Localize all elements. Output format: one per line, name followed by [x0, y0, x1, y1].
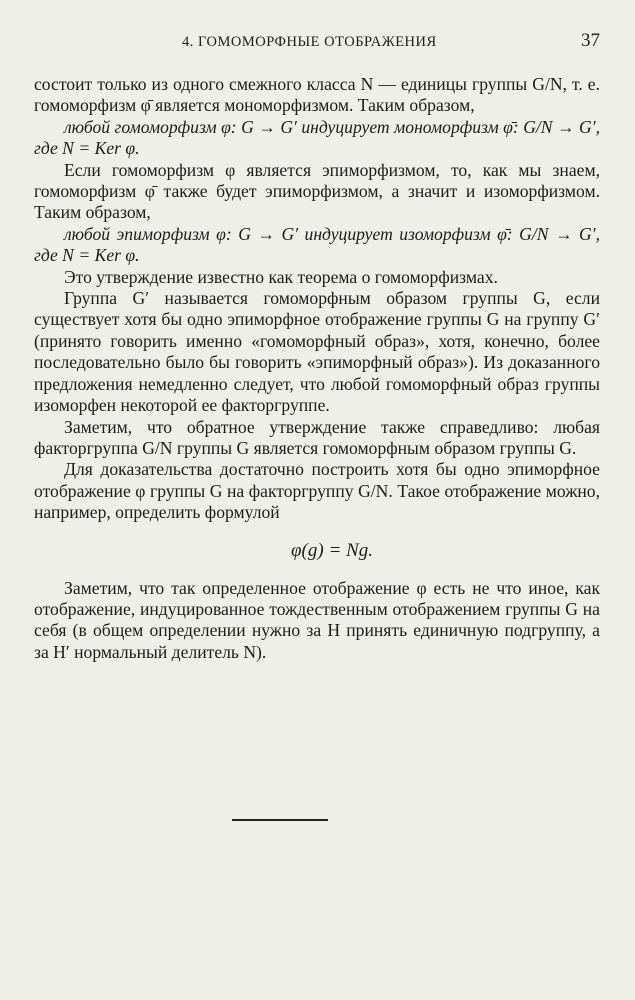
paragraph-2: Если гомоморфизм φ является эпиморфизмом, то, как мы знаем, гомоморфизм φ̄ также будет эпиморфизмом, а значит и изоморфизмом. Таким образом, [34, 159, 600, 223]
statement-monomorphism: любой гомоморфизм φ: G → G′ индуцирует мономорфизм φ̄: G/N → G′, где N = Ker φ. [34, 116, 600, 159]
paragraph-3: Это утверждение известно как теорема о гомоморфизмах. [64, 266, 498, 287]
paragraph-6: Для доказательства достаточно построить хотя бы одно эпиморфное отображение φ группы G на факторгруппу G/N. Такое отображение можно, например, определить формулой [34, 459, 600, 523]
paragraph-5: Заметим, что обратное утверждение также справедливо: любая факторгруппа G/N группы G является гомоморфным образом группы G. [34, 416, 600, 458]
paragraph-4: Группа G′ называется гомоморфным образом группы G, если существует хотя бы одно эпиморфное отображение группы G на группу G′ (принято говорить именно «гомоморфный образ», хотя, конечно, более последовательно было бы говорить «эпиморфный образ»). Из доказанного предложения немедленно следует, что любой гомоморфный образ группы изоморфен некоторой ее факторгруппе. [34, 288, 600, 416]
page-body [34, 74, 600, 663]
book-page [34, 28, 600, 663]
chapter-title: 4. ГОМОМОРФНЫЕ ОТОБРАЖЕНИЯ [182, 34, 437, 50]
page-number: 37 [581, 30, 600, 51]
paragraph-1: состоит только из одного смежного класса N — единицы группы G/N, т. е. гомоморфизм φ̄ является мономорфизмом. Таким образом, [34, 74, 600, 116]
running-header [34, 28, 600, 58]
formula: φ(g) = Ng. [291, 539, 373, 561]
paragraph-7: Заметим, что так определенное отображение φ есть не что иное, как отображение, индуцированное тождественным отображением группы G на себя (в общем определении нужно за H принять единичную подгруппу, а за H′ нормальный делитель N). [34, 577, 600, 662]
statement-isomorphism: любой эпиморфизм φ: G → G′ индуцирует изоморфизм φ̄: G/N → G′, где N = Ker φ. [34, 223, 600, 266]
section-end-rule [232, 819, 328, 821]
